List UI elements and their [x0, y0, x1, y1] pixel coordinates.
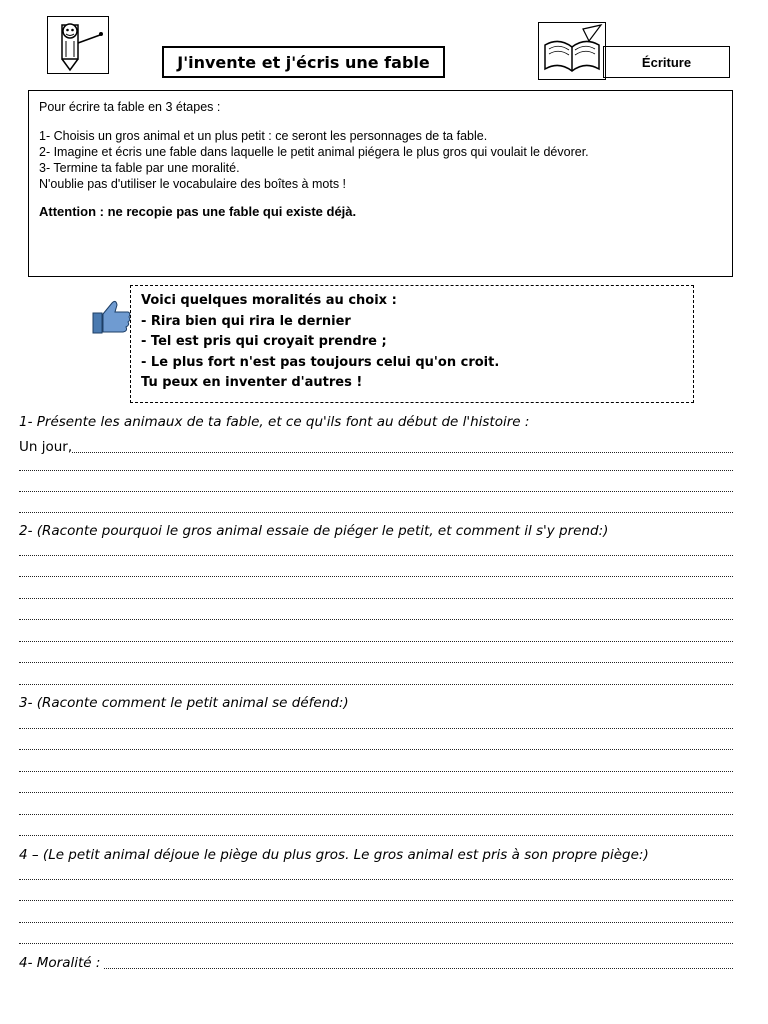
writing-line[interactable]: [19, 598, 733, 599]
instructions-box: [28, 90, 733, 277]
category-tag: Écriture: [603, 46, 730, 78]
instruction-step: 3- Termine ta fable par une moralité.: [39, 161, 240, 175]
page-title: J'invente et j'écris une fable: [162, 46, 445, 78]
morals-line: - Le plus fort n'est pas toujours celui qu'on croit.: [141, 354, 500, 370]
thumbs-up-icon: [92, 299, 132, 335]
book-logo: [538, 22, 606, 80]
question-1: 1- Présente les animaux de ta fable, et ce qu'ils font au début de l'histoire :: [19, 414, 530, 430]
writing-line[interactable]: [19, 619, 733, 620]
question-4: 4 – (Le petit animal déjoue le piège du plus gros. Le gros animal est pris à son propre piège:): [19, 847, 649, 863]
morals-line: Voici quelques moralités au choix :: [141, 293, 397, 308]
morals-box: [130, 285, 694, 403]
writing-line[interactable]: [19, 555, 733, 556]
writing-line[interactable]: [19, 749, 733, 750]
morals-line: Tu peux en inventer d'autres !: [141, 375, 363, 390]
writing-line[interactable]: [19, 943, 733, 944]
story-start: Un jour,: [19, 439, 73, 455]
writing-line[interactable]: [19, 792, 733, 793]
instruction-step: 2- Imagine et écris une fable dans laquelle le petit animal piégera le plus gros qui voulait le dévorer.: [39, 145, 589, 159]
writing-line[interactable]: [19, 576, 733, 577]
writing-line[interactable]: [19, 470, 733, 471]
writing-line[interactable]: [19, 641, 733, 642]
moral-writing-line[interactable]: [19, 953, 733, 971]
instruction-step: 1- Choisis un gros animal et un plus petit : ce seront les personnages de ta fable.: [39, 129, 488, 143]
question-2: 2- (Raconte pourquoi le gros animal essaie de piéger le petit, et comment il s'y prend:): [19, 523, 609, 539]
pencil-logo: [47, 16, 109, 74]
open-book-icon: [539, 23, 605, 79]
pencil-mascot-icon: [48, 17, 108, 73]
writing-line[interactable]: [19, 814, 733, 815]
writing-line[interactable]: [19, 900, 733, 901]
writing-line[interactable]: [19, 437, 733, 455]
writing-line[interactable]: [19, 491, 733, 492]
instruction-step: N'oublie pas d'utiliser le vocabulaire des boîtes à mots !: [39, 177, 347, 191]
writing-line[interactable]: [19, 512, 733, 513]
instructions-warning: Attention : ne recopie pas une fable qui existe déjà.: [39, 204, 357, 219]
writing-line[interactable]: [19, 771, 733, 772]
writing-line[interactable]: [19, 662, 733, 663]
writing-line[interactable]: [19, 922, 733, 923]
question-3: 3- (Raconte comment le petit animal se défend:): [19, 695, 349, 711]
writing-line[interactable]: [19, 879, 733, 880]
writing-line[interactable]: [19, 684, 733, 685]
instructions-intro: Pour écrire ta fable en 3 étapes :: [39, 100, 221, 114]
writing-line[interactable]: [19, 728, 733, 729]
writing-line[interactable]: [19, 835, 733, 836]
morals-line: - Tel est pris qui croyait prendre ;: [141, 334, 387, 349]
question-moral: 4- Moralité :: [19, 955, 101, 971]
morals-line: - Rira bien qui rira le dernier: [141, 313, 351, 329]
